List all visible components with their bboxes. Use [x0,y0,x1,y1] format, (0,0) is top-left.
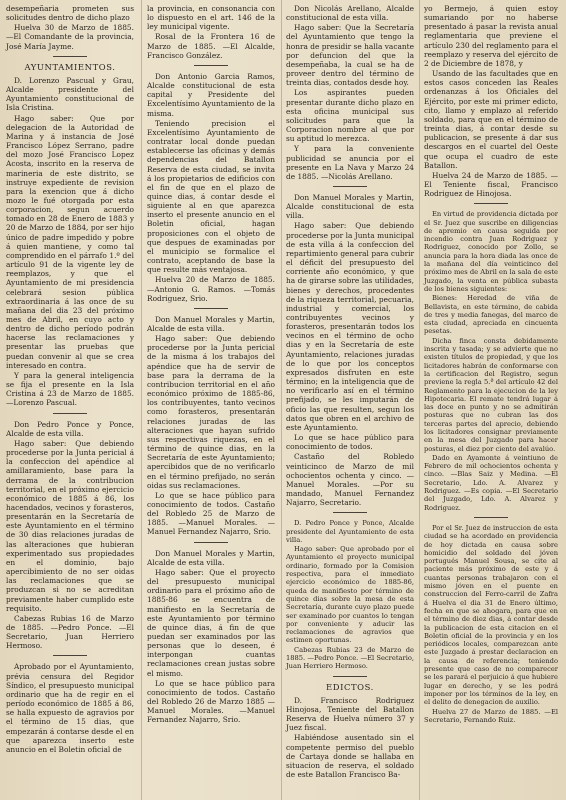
article-paragraph: Usando de las facultades que en estos casos conceden las Reales ordenanzas á los Oficiales del Ejército, por este mi primer edicto, cito, llamo y emplazo al referido soldado, para que en el término de treinta dias, á contar desde su publicacion, se presente á dar sus descargos en el cuartel del Oeste que ocupa el cuadro de este Batallon. [424,69,558,170]
section-separator [194,542,228,543]
article-paragraph: Por el Sr. Juez de instruccion de esta ciudad se ha acordado en providencia de hoy dictada en causa sobre homicidio del soldado del jóven portugués Manuel Sousa, se cite al paciente más próximo de este y á cuantas personas trabajaron con el mismo jóven en el puente en construccion del Ferro-carril de Zafra á Huelva el dia 31 de Enero último, fecha en que se ahogara, para que en el término de diez dias, á contar desde la publicacion de esta citacion en el Boletin oficial de la provincia y en los periódicos locales, comparezcan ante este Juzgado á prestar declaracion en la causa de referencia; teniendo presente que caso de no comparecer se les parará el perjuicio á que hubiere lugar en derecho, y se les podrá imponer por los términos de la ley, en el delito de denegacion de auxilio. [424,523,558,707]
article-paragraph: D. Francisco Rodriguez Hinojosa, Teniente del Batallon Reserva de Huelva número 37 y Juez fiscal. [286,695,414,733]
article-paragraph: Huelva 24 de Marzo de 1885. —El Teniente fiscal, Francisco Rodriguez de Hinojosa. [424,170,558,199]
column-4 [424,4,558,725]
section-separator [53,413,87,414]
article-paragraph: Y para la conveniente publicidad se anuncia por el presente en La Nava y Marzo 24 de 1885. —Nicolás Arellano. [286,144,414,181]
article-paragraph: Huelva 20 de Marzo de 1885. —Antonio G. Ramos. —Tomás Rodriguez, Srio. [147,275,275,303]
article-paragraph: Don Manuel Morales y Martin, Alcalde de esta villa. [147,548,275,567]
article-paragraph: D. Pedro Ponce y Ponce, Alcalde presidente del Ayuntamiento de esta villa. [286,519,414,544]
article-paragraph: Don Manuel Morales y Martin, Alcalde constitucional de esta villa. [286,192,414,221]
article-paragraph: Dicha finca consta debidamente inscrita y tasada; y se advierte que no existen títulos de propiedad, y que los licitadores habrán de conformarse con la certificacion del Registro, segun previene la regla 5.ª del artículo 42 del Reglamento para la ejecucion de la ley Hipotecaria. El remate tendrá lugar á las doce en punto y no se admitirán posturas que no cubran las dos terceras partes del aprecio, debiendo los licitadores consignar previamente en la mesa del Juzgado para hacer posturas, el diez por ciento del avalúo. [424,336,558,453]
section-separator [194,308,228,309]
article-paragraph: desempeñaria prometen sus solicitudes dentro de dicho plazo [6,4,134,23]
article-paragraph: Cabezas Rubias 23 de Marzo de 1885. —Pedro Ponce. —El Secretario, Juan Herriero Hermoso. [286,645,414,671]
article-paragraph: Hago saber: Que debiendo procederse por la Junta pericial á la confeccion del apéndice al amillaramiento, base para la derrama de la contribucion territorial, en el próximo ejercicio económico de 1885 á 86, los hacendados, vecinos y forasteros, presentarán en la Secretaría de este Ayuntamiento en el término de 30 dias relaciones juradas de las alteraciones que hubieran experimentado sus propiedades en el dominio, bajo apercibimiento de no ser oidas las reclamaciones que se produzcan si no se acreditan previamente haber cumplido este requisito. [6,438,134,613]
column-divider [419,0,420,800]
article-paragraph: Lo que se hace público para conocimiento de todos. [286,433,414,452]
article-paragraph: Don Nicolás Arellano, Alcalde constitucional de esta villa. [286,4,414,23]
article-paragraph: Hago saber: Que la Secretaría del Ayuntamiento que tengo la honra de presidir se halla vacante por defuncion del que la desempeñaba, la cual se ha de proveer dentro del término de treinta dias, contados desde hoy. [286,23,414,88]
section-separator [333,186,367,187]
column-1 [6,4,134,755]
article-paragraph: Hago saber: Que el proyecto del presupuesto municipal ordinario para el próximo año de 1885-86 se encuentra de manifiesto en la Secretaría de este Ayuntamiento por término de quince dias, á fin de que puedan ser examinados por las personas que lo deseen, é interpongan cuantas reclamaciones crean justas sobre el mismo. [147,567,275,678]
article-paragraph: Don Pedro Ponce y Ponce, Alcalde de esta villa. [6,419,134,438]
article-paragraph: Dado en Ayamonte á veintiuno de Febrero de mil ochocientos ochenta y cinco. —Blas Saiz y Medina. —El Secretario, Ldo. A. Alvarez y Rodriguez. —Es copia. —El Secretario del Juzgado, Ldo. A. Alvarez y Rodriguez. [424,453,558,512]
column-2 [147,4,275,726]
article-paragraph: Hago saber: Que debiendo procederse por la Junta municipal de esta villa á la confeccion del repartimiento general para cubrir el déficit del presupuesto del corriente año económico, y que ha de girarse sobre las utilidades, bienes y derechos, procedentes de la riqueza territorial, pecuaria, industrial y comercial, los contribuyentes vecinos y forasteros, presentarán todos los vecinos en el término de ocho dias y en la Secretaría de este Ayuntamiento, relaciones juradas de lo que por los conceptos expresados disfruten en este término; en la inteligencia que de no verificarlo así en el término prefijado, se les imputarán de oficio las que resulten, segun los datos que obren en el archivo de este Ayuntamiento. [286,221,414,432]
article-paragraph: la provincia, en consonancia con lo dispuesto en el art. 146 de la ley municipal vigente. [147,4,275,32]
article-paragraph: Hago saber: Que por delegacion de la Autoridad de Marina y á instancia de José Francisco López Serrano, padre del mozo José Francisco Lopez Acosta, inscrito en la reserva de marineria de este distrito, se instruye expediente de revision para la exencion que á dicho mozo le fué otorgada por esta corporacion, segun acuerdo tomado en 28 de Enero de 1883 y 20 de Marzo de 1884, por ser hijo único de padre impedido y pobre á quien mantiene, y como tal comprendido en el párrafo 1.º del artículo 91 de la vigente ley de reemplazos, y que el Ayuntamiento de mi presidencia celebrará sesion pública extraordinaria á las once de su mañana del dia 23 del próximo mes de Abril, en cuyo acto y dentro de dicho período podrán hacerse las reclamaciones y presentar las pruebas que puedan convenir al que se crea interesado en contra. [6,113,134,370]
section-heading: AYUNTAMIENTOS. [24,61,116,72]
section-separator [333,676,367,677]
article-paragraph: Rosal de la Frontera 16 de Marzo de 1885. —El Alcalde, Francisco González. [147,32,275,60]
article-paragraph: Cabezas Rubias 16 de Marzo de 1885. —Pedro Ponce. —El Secretario, Juan Herriero Hermoso. [6,613,134,651]
column-3 [286,4,414,780]
article-paragraph: Castaño del Robledo veinticinco de Marzo de mil ochocientos ochenta y cinco. —Manuel Morales. —Por su mandado, Manuel Fernandez Najarro, Secretario. [286,452,414,508]
section-separator [53,56,87,57]
article-paragraph: Hago saber: Que debiendo procederse por la Junta pericial de la misma á los trabajos del apéndice que ha de servir de base para la derrama de la contribucion territorial en el año económico próximo de 1885-86, los contribuyentes, tanto vecinos como forasteros, presentarán relaciones juradas de las alteraciones que hayan sufrido sus respectivas riquezas, en el término de quince dias, en la Secretaría de este Ayuntamiento; apercibidos que de no verificarlo en el término prefijado, no serán oidas sus reclamaciones. [147,334,275,490]
article-paragraph: Los aspirantes pueden presentar durante dicho plazo en esta oficina municipal sus solicitudes para que la Corporacion nombre al que por su aptitud lo merezca. [286,88,414,144]
article-paragraph: Aprobado por el Ayuntamiento, prévia censura del Regidor Síndico, el presupuesto municipal ordinario que ha de regir en el período económico de 1885 á 86, se halla expuesto de agravios por el término de 15 dias, que empezarán á contarse desde el en que aparezca inserto este anuncio en el Boletin oficial de [6,662,134,754]
article-paragraph: yo Bermejo, á quien estoy sumariando por no haberse presentado á pasar la revista anual reglamentaria que previene el artículo 230 del reglamento para el reemplazo y reserva del ejército de 2 de Diciembre de 1878, y [424,4,558,68]
article-paragraph: Lo que se hace público para conocimiento de todos. Castaño del Robledo 25 de Marzo de 1885. —Manuel Morales. —Manuel Fernandez Najarro, Srio. [147,490,275,537]
section-heading: EDICTOS. [326,681,374,692]
article-paragraph: Don Antonio Garcia Ramos, Alcalde constitucional de esta capital y Presidente del Excelentísimo Ayuntamiento de la misma. [147,71,275,118]
article-paragraph: Hago saber: Que aprobado por el Ayuntamiento el proyecto municipal ordinario, formado por la Comision respectiva, para el inmediato ejercicio económico de 1885-86, queda de manifiesto por término de quince dias sobre la mesa de esta Secretaría, durante cuyo plazo puede ser examinado por cuantos lo tengan por conveniente y aducir las reclamaciones de agravios que estimen oportunas. [286,545,414,645]
article-paragraph: Huelva 27 de Marzo de 1885. —El Secretario, Fernando Ruiz. [424,707,558,724]
article-paragraph: En virtud de providencia dictada por el Sr. Juez que suscribe en diligencias de apremio en causa seguida por incendio contra Juan Rodriguez y Rodriguez, conocido por Zollo, se anuncia para la hora diada las once de la mañana del día veinticinco del próximo mes de Abril en la sala de este Juzgado, la venta en pública subasta de los bienes siguientes: [424,210,558,293]
article-paragraph: Habiéndose ausentado sin el competente permiso del pueblo de Cartaya donde se hallaba en situacion de reserva, el soldado de este Batallon Francisco Ba- [286,733,414,780]
article-paragraph: Huelva 30 de Marzo de 1885. —El Comandante de la provincia, José María Jayme. [6,23,134,51]
article-paragraph: Y para la general inteligencia se fija el presente en la Isla Cristina á 23 de Marzo de 1885. —Lorenzo Pascual. [6,370,134,408]
section-separator [53,655,87,656]
article-paragraph: D. Lorenzo Pascual y Grau, Alcalde presidente del Ayuntamiento constitucional de Isla Cristina. [6,75,134,113]
section-separator [474,203,508,204]
article-paragraph: Bienes: Heredad de viña de Bellavista, en este término, de cabida de tres y media fanegas, del marco de esta ciudad, apreciada en cincuenta pesetas. [424,294,558,336]
article-paragraph: Don Manuel Morales y Martin, Alcalde de esta villa. [147,314,275,333]
article-paragraph: Teniendo precision el Excelentísimo Ayuntamiento de contratar local donde puedan establecerse las oficinas y demás dependencias del Batallon Reserva de esta ciudad, se invita á los propietarios de edificios con el fin de que en el plazo de quince dias, á contar desde el siguiente al en que aparezca inserto el presente anuncio en el Boletin oficial, hagan proposiciones con el objeto de que despues de examinadas por el municipio se formalice el contrato, aceptando de base la que resulte más ventajosa. [147,118,275,275]
section-separator [194,65,228,66]
column-divider [281,0,282,800]
section-separator [474,517,508,518]
article-paragraph: Lo que se hace público para conocimiento de todos. Castaño del Robledo 26 de Marzo 1885 —Manuel Morales. —Manuel Fernandez Najarro, Srio. [147,678,275,725]
column-divider [141,0,142,800]
section-separator [333,512,367,513]
